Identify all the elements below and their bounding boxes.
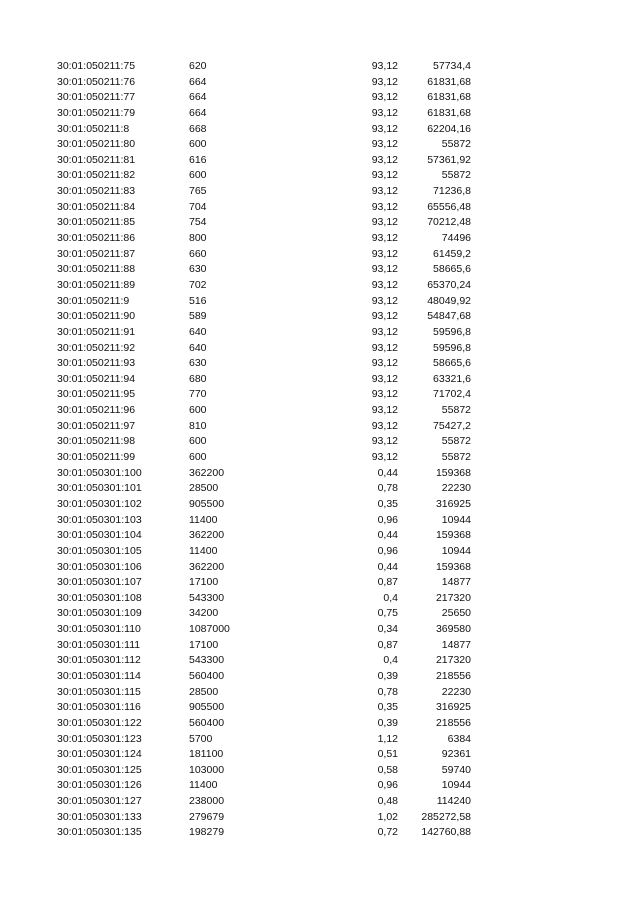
- cadastral-number-cell: 30:01:050301:110: [57, 623, 141, 636]
- cadastral-number-cell: 30:01:050301:126: [57, 779, 142, 792]
- table-row: [0, 560, 640, 576]
- table-row: [0, 419, 640, 435]
- value-cell: 61831,68: [427, 91, 471, 104]
- area-cell: 600: [189, 138, 207, 151]
- rate-cell: 0,4: [383, 591, 398, 604]
- cadastral-number-cell: 30:01:050301:122: [57, 716, 142, 729]
- rate-cell: 93,12: [371, 404, 398, 417]
- rate-cell: 93,12: [371, 435, 398, 448]
- cadastral-number-cell: 30:01:050211:97: [57, 419, 136, 432]
- table-row: [0, 606, 640, 622]
- area-cell: 362200: [189, 529, 225, 542]
- area-cell: 362200: [189, 560, 225, 573]
- cadastral-number-cell: 30:01:050211:79: [57, 106, 136, 119]
- rate-cell: 0,35: [377, 497, 398, 510]
- value-cell: 71702,4: [433, 388, 471, 401]
- table-row: [0, 341, 640, 357]
- table-row: [0, 810, 640, 826]
- value-cell: 316925: [435, 497, 471, 510]
- cadastral-number-cell: 30:01:050211:99: [57, 451, 136, 464]
- cadastral-number-cell: 30:01:050301:105: [57, 544, 142, 557]
- table-row: [0, 513, 640, 529]
- cadastral-number-cell: 30:01:050211:81: [57, 153, 136, 166]
- value-cell: 6384: [447, 732, 471, 745]
- rate-cell: 0,51: [377, 748, 398, 761]
- rate-cell: 0,96: [377, 513, 398, 526]
- table-row: [0, 184, 640, 200]
- table-row: [0, 247, 640, 263]
- value-cell: 61831,68: [427, 75, 471, 88]
- value-cell: 57361,92: [427, 153, 471, 166]
- table-row: [0, 638, 640, 654]
- area-cell: 765: [189, 185, 207, 198]
- rate-cell: 0,48: [377, 795, 398, 808]
- table-row: [0, 106, 640, 122]
- rate-cell: 93,12: [371, 153, 398, 166]
- value-cell: 58665,6: [433, 263, 471, 276]
- area-cell: 770: [189, 388, 207, 401]
- area-cell: 28500: [189, 482, 219, 495]
- area-cell: 680: [189, 372, 207, 385]
- value-cell: 71236,8: [433, 185, 471, 198]
- area-cell: 543300: [189, 591, 225, 604]
- area-cell: 668: [189, 122, 207, 135]
- rate-cell: 93,12: [371, 185, 398, 198]
- cadastral-number-cell: 30:01:050211:86: [57, 232, 136, 245]
- cadastral-number-cell: 30:01:050211:76: [57, 75, 136, 88]
- value-cell: 217320: [435, 654, 471, 667]
- rate-cell: 93,12: [371, 341, 398, 354]
- table-row: [0, 575, 640, 591]
- area-cell: 616: [189, 153, 207, 166]
- table-row: [0, 747, 640, 763]
- area-cell: 34200: [189, 607, 219, 620]
- value-cell: 65370,24: [427, 278, 471, 291]
- area-cell: 1087000: [189, 623, 230, 636]
- cadastral-number-cell: 30:01:050301:107: [57, 576, 142, 589]
- cadastral-number-cell: 30:01:050211:9: [57, 294, 130, 307]
- rate-cell: 93,12: [371, 294, 398, 307]
- table-row: [0, 778, 640, 794]
- rate-cell: 0,87: [377, 576, 398, 589]
- value-cell: 217320: [435, 591, 471, 604]
- cadastral-number-cell: 30:01:050301:133: [57, 810, 142, 823]
- rate-cell: 93,12: [371, 263, 398, 276]
- area-cell: 704: [189, 200, 207, 213]
- area-cell: 630: [189, 357, 207, 370]
- table-row: [0, 825, 640, 841]
- value-cell: 55872: [441, 435, 471, 448]
- area-cell: 11400: [189, 513, 218, 526]
- table-row: [0, 278, 640, 294]
- value-cell: 54847,68: [427, 310, 471, 323]
- value-cell: 92361: [441, 748, 471, 761]
- value-cell: 59596,8: [433, 325, 471, 338]
- value-cell: 22230: [441, 685, 471, 698]
- rate-cell: 1,02: [377, 810, 398, 823]
- rate-cell: 0,78: [377, 482, 398, 495]
- cadastral-number-cell: 30:01:050301:109: [57, 607, 142, 620]
- area-cell: 198279: [189, 826, 225, 839]
- rate-cell: 93,12: [371, 75, 398, 88]
- cadastral-number-cell: 30:01:050211:82: [57, 169, 136, 182]
- cadastral-number-cell: 30:01:050211:89: [57, 278, 136, 291]
- cadastral-number-cell: 30:01:050301:103: [57, 513, 142, 526]
- value-cell: 65556,48: [427, 200, 471, 213]
- cadastral-number-cell: 30:01:050301:124: [57, 748, 142, 761]
- table-row: [0, 215, 640, 231]
- value-cell: 14877: [441, 638, 471, 651]
- value-cell: 57734,4: [433, 60, 471, 72]
- rate-cell: 93,12: [371, 60, 398, 72]
- value-cell: 14877: [441, 576, 471, 589]
- cadastral-number-cell: 30:01:050301:116: [57, 701, 141, 714]
- table-row: [0, 653, 640, 669]
- rate-cell: 93,12: [371, 451, 398, 464]
- area-cell: 664: [189, 91, 207, 104]
- area-cell: 560400: [189, 716, 225, 729]
- rate-cell: 93,12: [371, 169, 398, 182]
- rate-cell: 93,12: [371, 91, 398, 104]
- cadastral-number-cell: 30:01:050211:94: [57, 372, 136, 385]
- cadastral-number-cell: 30:01:050301:115: [57, 685, 141, 698]
- data-table: [0, 59, 640, 841]
- value-cell: 63321,6: [433, 372, 471, 385]
- value-cell: 10944: [441, 544, 471, 557]
- cadastral-number-cell: 30:01:050301:111: [57, 638, 141, 651]
- cadastral-number-cell: 30:01:050301:108: [57, 591, 142, 604]
- rate-cell: 0,75: [377, 607, 398, 620]
- rate-cell: 1,12: [377, 732, 398, 745]
- rate-cell: 0,96: [377, 544, 398, 557]
- table-row: [0, 262, 640, 278]
- table-row: [0, 200, 640, 216]
- area-cell: 17100: [189, 638, 219, 651]
- table-row: [0, 168, 640, 184]
- value-cell: 55872: [441, 169, 471, 182]
- rate-cell: 93,12: [371, 388, 398, 401]
- value-cell: 369580: [435, 623, 471, 636]
- table-row: [0, 403, 640, 419]
- cadastral-number-cell: 30:01:050211:77: [57, 91, 136, 104]
- cadastral-number-cell: 30:01:050301:135: [57, 826, 142, 839]
- area-cell: 600: [189, 435, 207, 448]
- area-cell: 664: [189, 75, 207, 88]
- cadastral-number-cell: 30:01:050211:83: [57, 185, 136, 198]
- area-cell: 17100: [189, 576, 219, 589]
- table-row: [0, 591, 640, 607]
- area-cell: 28500: [189, 685, 219, 698]
- cadastral-number-cell: 30:01:050211:98: [57, 435, 136, 448]
- value-cell: 62204,16: [427, 122, 471, 135]
- rate-cell: 0,44: [377, 529, 398, 542]
- cadastral-number-cell: 30:01:050211:8: [57, 122, 130, 135]
- cadastral-number-cell: 30:01:050211:84: [57, 200, 136, 213]
- area-cell: 516: [189, 294, 207, 307]
- value-cell: 159368: [435, 529, 471, 542]
- table-row: [0, 231, 640, 247]
- value-cell: 55872: [441, 404, 471, 417]
- value-cell: 70212,48: [427, 216, 471, 229]
- table-row: [0, 732, 640, 748]
- rate-cell: 93,12: [371, 372, 398, 385]
- value-cell: 61831,68: [427, 106, 471, 119]
- value-cell: 55872: [441, 138, 471, 151]
- cadastral-number-cell: 30:01:050211:92: [57, 341, 136, 354]
- cadastral-number-cell: 30:01:050211:87: [57, 247, 136, 260]
- rate-cell: 0,44: [377, 560, 398, 573]
- value-cell: 59596,8: [433, 341, 471, 354]
- rate-cell: 93,12: [371, 106, 398, 119]
- area-cell: 560400: [189, 669, 225, 682]
- area-cell: 600: [189, 451, 207, 464]
- table-row: [0, 450, 640, 466]
- value-cell: 74496: [441, 232, 471, 245]
- rate-cell: 93,12: [371, 232, 398, 245]
- area-cell: 620: [189, 60, 207, 72]
- area-cell: 362200: [189, 466, 225, 479]
- area-cell: 181100: [189, 748, 224, 761]
- rate-cell: 93,12: [371, 122, 398, 135]
- value-cell: 218556: [435, 716, 471, 729]
- table-row: [0, 669, 640, 685]
- cadastral-number-cell: 30:01:050211:90: [57, 310, 136, 323]
- table-row: [0, 122, 640, 138]
- cadastral-number-cell: 30:01:050211:96: [57, 404, 136, 417]
- value-cell: 22230: [441, 482, 471, 495]
- table-row: [0, 59, 640, 75]
- area-cell: 754: [189, 216, 207, 229]
- value-cell: 142760,88: [421, 826, 471, 839]
- rate-cell: 0,58: [377, 763, 398, 776]
- table-row: [0, 294, 640, 310]
- table-row: [0, 372, 640, 388]
- area-cell: 800: [189, 232, 207, 245]
- cadastral-number-cell: 30:01:050301:100: [57, 466, 142, 479]
- value-cell: 285272,58: [421, 810, 471, 823]
- cadastral-number-cell: 30:01:050211:85: [57, 216, 136, 229]
- cadastral-number-cell: 30:01:050301:112: [57, 654, 141, 667]
- area-cell: 600: [189, 404, 207, 417]
- table-row: [0, 309, 640, 325]
- value-cell: 218556: [435, 669, 471, 682]
- value-cell: 58665,6: [433, 357, 471, 370]
- table-row: [0, 528, 640, 544]
- cadastral-number-cell: 30:01:050211:75: [57, 60, 136, 72]
- cadastral-number-cell: 30:01:050301:102: [57, 497, 142, 510]
- table-row: [0, 763, 640, 779]
- table-row: [0, 325, 640, 341]
- value-cell: 10944: [441, 779, 471, 792]
- cadastral-number-cell: 30:01:050301:114: [57, 669, 141, 682]
- cadastral-number-cell: 30:01:050211:80: [57, 138, 136, 151]
- rate-cell: 93,12: [371, 138, 398, 151]
- table-row: [0, 387, 640, 403]
- value-cell: 59740: [441, 763, 471, 776]
- table-row: [0, 544, 640, 560]
- value-cell: 316925: [435, 701, 471, 714]
- value-cell: 159368: [435, 560, 471, 573]
- area-cell: 630: [189, 263, 207, 276]
- rate-cell: 0,4: [383, 654, 398, 667]
- area-cell: 640: [189, 341, 207, 354]
- table-row: [0, 794, 640, 810]
- table-row: [0, 481, 640, 497]
- rate-cell: 93,12: [371, 325, 398, 338]
- table-row: [0, 137, 640, 153]
- rate-cell: 93,12: [371, 419, 398, 432]
- table-row: [0, 622, 640, 638]
- area-cell: 905500: [189, 701, 225, 714]
- rate-cell: 0,87: [377, 638, 398, 651]
- cadastral-number-cell: 30:01:050211:88: [57, 263, 136, 276]
- area-cell: 664: [189, 106, 207, 119]
- area-cell: 589: [189, 310, 207, 323]
- rate-cell: 93,12: [371, 247, 398, 260]
- rate-cell: 0,72: [377, 826, 398, 839]
- rate-cell: 0,44: [377, 466, 398, 479]
- area-cell: 11400: [189, 544, 218, 557]
- table-row: [0, 434, 640, 450]
- rate-cell: 93,12: [371, 216, 398, 229]
- value-cell: 61459,2: [433, 247, 471, 260]
- value-cell: 75427,2: [433, 419, 471, 432]
- cadastral-number-cell: 30:01:050301:125: [57, 763, 142, 776]
- area-cell: 238000: [189, 795, 225, 808]
- table-row: [0, 466, 640, 482]
- cadastral-number-cell: 30:01:050301:104: [57, 529, 142, 542]
- value-cell: 114240: [436, 795, 471, 808]
- area-cell: 279679: [189, 810, 225, 823]
- table-row: [0, 497, 640, 513]
- table-row: [0, 700, 640, 716]
- rate-cell: 0,96: [377, 779, 398, 792]
- cadastral-number-cell: 30:01:050211:91: [57, 325, 136, 338]
- rate-cell: 0,39: [377, 669, 398, 682]
- area-cell: 103000: [189, 763, 225, 776]
- cadastral-number-cell: 30:01:050211:95: [57, 388, 136, 401]
- value-cell: 25650: [441, 607, 471, 620]
- area-cell: 600: [189, 169, 207, 182]
- table-row: [0, 356, 640, 372]
- area-cell: 543300: [189, 654, 225, 667]
- rate-cell: 93,12: [371, 357, 398, 370]
- area-cell: 810: [189, 419, 207, 432]
- rate-cell: 93,12: [371, 310, 398, 323]
- table-row: [0, 90, 640, 106]
- value-cell: 55872: [441, 451, 471, 464]
- rate-cell: 93,12: [371, 200, 398, 213]
- rate-cell: 0,34: [377, 623, 398, 636]
- table-row: [0, 685, 640, 701]
- rate-cell: 93,12: [371, 278, 398, 291]
- cadastral-number-cell: 30:01:050211:93: [57, 357, 136, 370]
- area-cell: 640: [189, 325, 207, 338]
- table-row: [0, 153, 640, 169]
- rate-cell: 0,39: [377, 716, 398, 729]
- area-cell: 5700: [189, 732, 213, 745]
- cadastral-number-cell: 30:01:050301:123: [57, 732, 142, 745]
- value-cell: 48049,92: [427, 294, 471, 307]
- area-cell: 11400: [189, 779, 218, 792]
- area-cell: 660: [189, 247, 207, 260]
- table-row: [0, 75, 640, 91]
- value-cell: 159368: [435, 466, 471, 479]
- value-cell: 10944: [441, 513, 471, 526]
- cadastral-number-cell: 30:01:050301:101: [57, 482, 142, 495]
- cadastral-number-cell: 30:01:050301:106: [57, 560, 142, 573]
- table-row: [0, 716, 640, 732]
- rate-cell: 0,35: [377, 701, 398, 714]
- area-cell: 905500: [189, 497, 225, 510]
- cadastral-number-cell: 30:01:050301:127: [57, 795, 142, 808]
- area-cell: 702: [189, 278, 207, 291]
- rate-cell: 0,78: [377, 685, 398, 698]
